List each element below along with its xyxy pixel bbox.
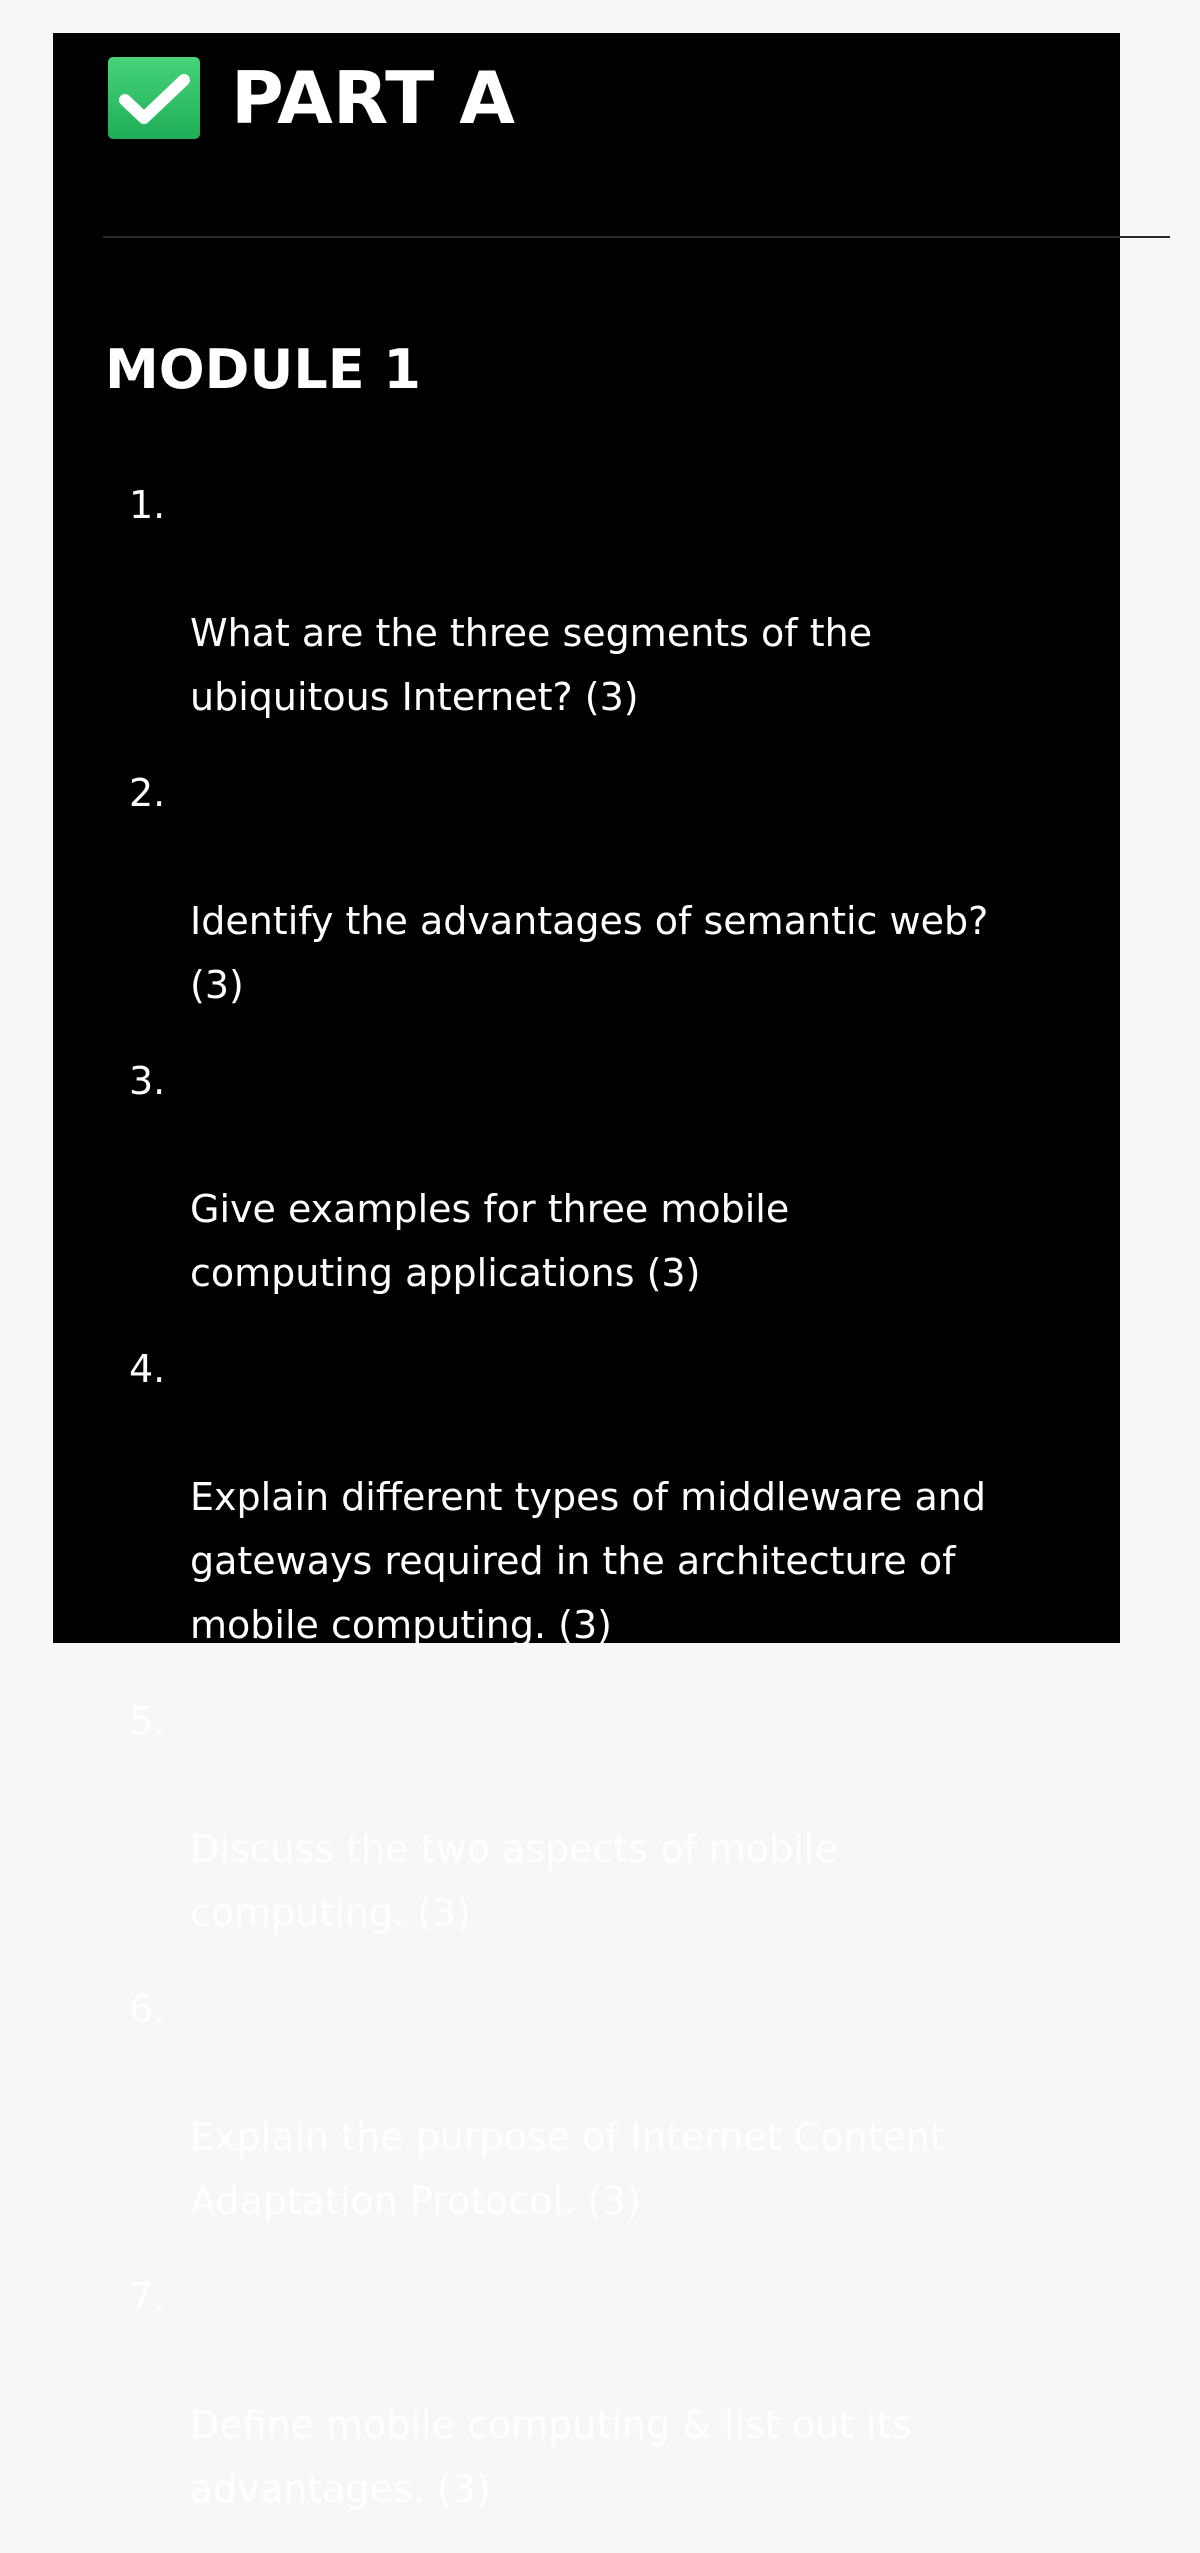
question-number: 6. — [129, 1987, 166, 2031]
check-mark-button-icon — [107, 56, 201, 140]
question-text: What are the three segments of the ubiquitous Internet? (3) — [190, 611, 873, 719]
question-list — [53, 473, 1120, 2553]
question-item — [53, 1049, 1120, 1305]
question-item — [53, 1337, 1120, 1657]
question-text: Give examples for three mobile computing applications (3) — [190, 1187, 790, 1295]
question-text: Define mobile computing & list out its advantages. (3) — [190, 2403, 912, 2511]
question-number: 1. — [129, 483, 166, 527]
question-number: 3. — [129, 1059, 166, 1103]
question-item — [53, 761, 1120, 1017]
question-number: 7. — [129, 2275, 166, 2319]
question-number: 2. — [129, 771, 166, 815]
module-title: MODULE 1 — [105, 338, 421, 401]
question-text: Explain the purpose of Internet Content Adaptation Protocol. (3) — [190, 2115, 945, 2223]
question-item — [53, 2265, 1120, 2521]
part-heading — [107, 53, 515, 143]
question-text: Identify the advantages of semantic web? (3) — [190, 899, 989, 1007]
question-item — [53, 1689, 1120, 1945]
part-title: PART A — [231, 56, 515, 140]
question-number: 4. — [129, 1347, 166, 1391]
question-text: Discuss the two aspects of mobile computing. (3) — [190, 1827, 838, 1935]
question-number: 5. — [129, 1699, 166, 1743]
divider — [103, 236, 1170, 238]
question-text: Explain different types of middleware and gateways required in the architecture of mobile computing. (3) — [190, 1475, 986, 1647]
question-item — [53, 473, 1120, 729]
document-panel — [53, 33, 1120, 2511]
question-item — [53, 1977, 1120, 2233]
